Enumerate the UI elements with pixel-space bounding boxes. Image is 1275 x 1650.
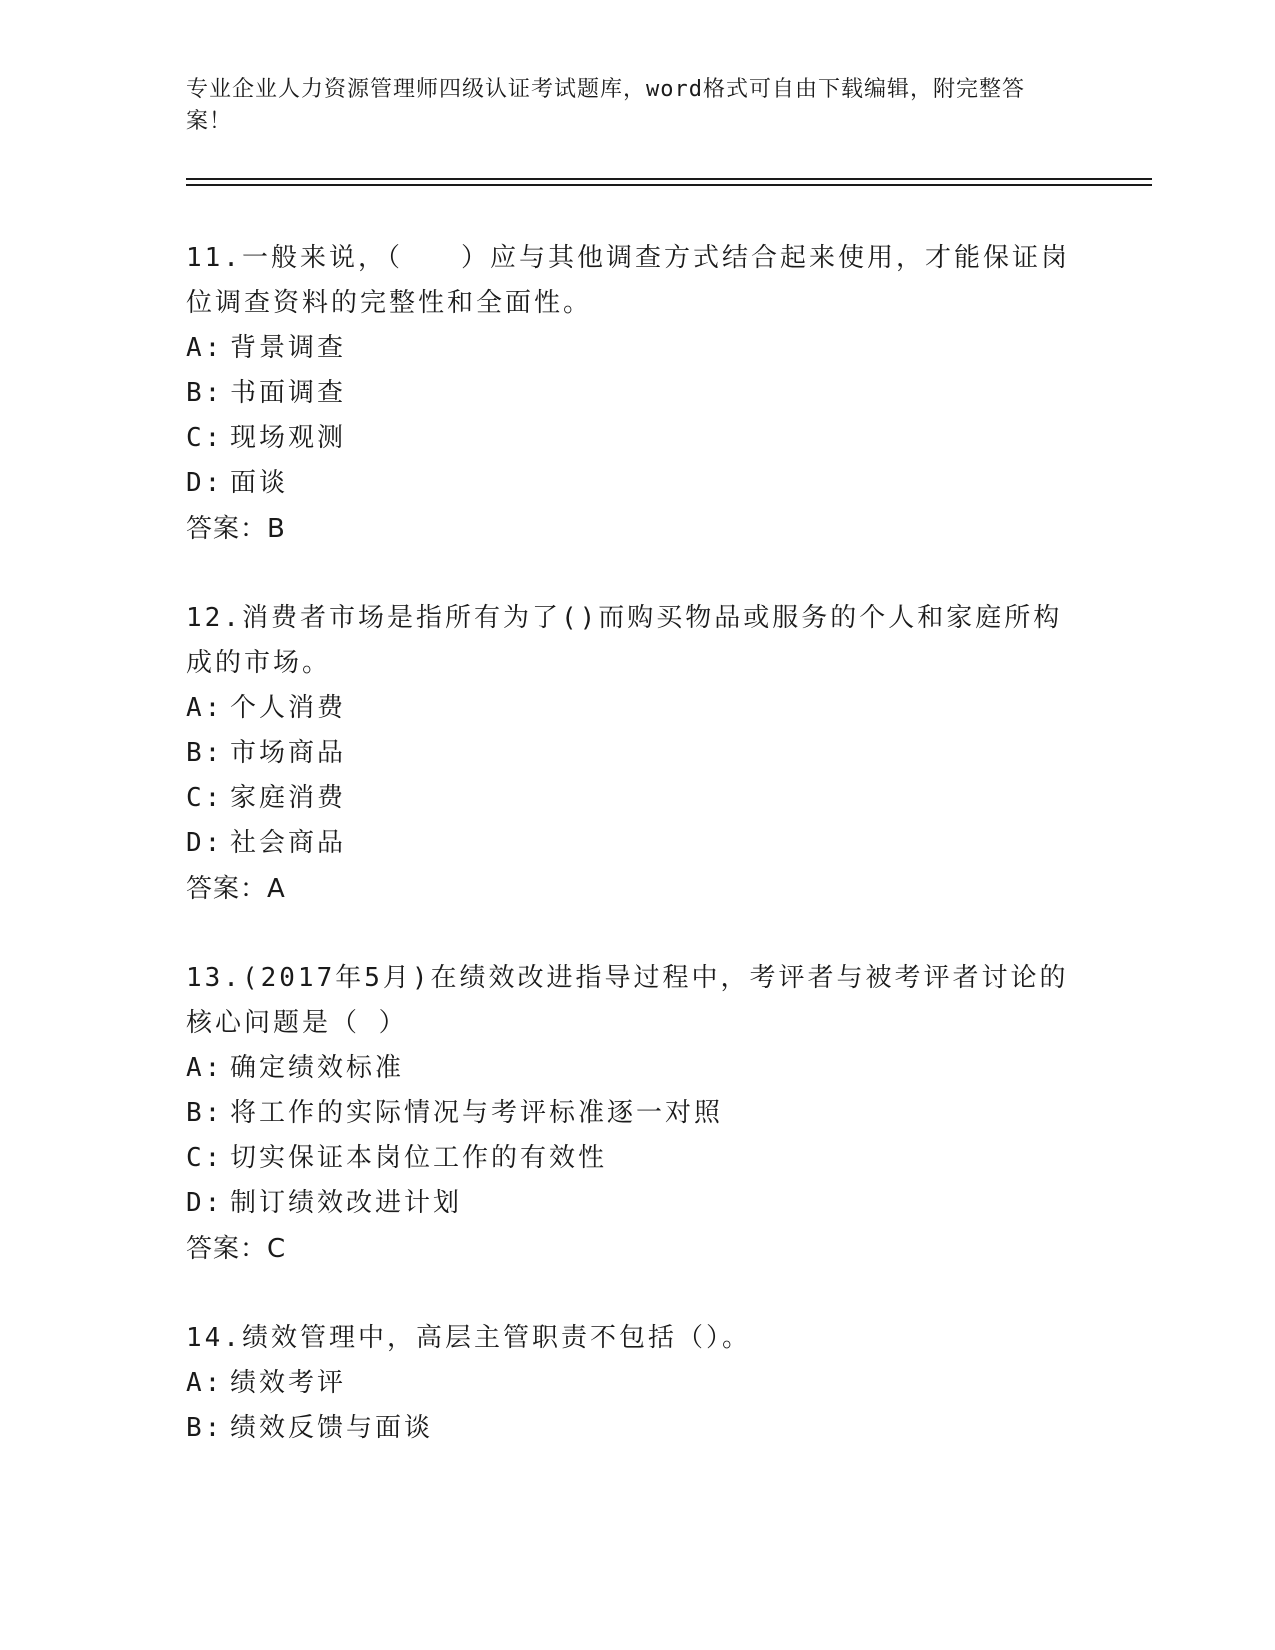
option-c	[186, 776, 1086, 821]
option-text: 书面调查	[230, 378, 347, 408]
option-letter: D:	[186, 468, 224, 498]
option-letter: D:	[186, 1188, 224, 1218]
header-intro-text: 专业企业人力资源管理师四级认证考试题库，word格式可自由下载编辑，附完整答案！	[186, 77, 1025, 134]
option-text: 个人消费	[230, 693, 347, 723]
option-d	[186, 1181, 1086, 1226]
question-stem: 11.一般来说，（ ）应与其他调查方式结合起来使用，才能保证岗位调查资料的完整性和全面性。	[186, 243, 1070, 318]
option-letter: B:	[186, 1413, 224, 1443]
option-letter: D:	[186, 828, 224, 858]
option-text: 制订绩效改进计划	[230, 1188, 463, 1218]
option-b	[186, 731, 1086, 776]
question-11	[186, 236, 1086, 552]
option-text: 将工作的实际情况与考评标准逐一对照	[230, 1098, 724, 1128]
option-b	[186, 371, 1086, 416]
question-list	[186, 236, 1086, 1495]
option-text: 社会商品	[230, 828, 347, 858]
question-stem: 14.绩效管理中，高层主管职责不包括（）。	[186, 1323, 751, 1353]
option-c	[186, 1136, 1086, 1181]
option-text: 现场观测	[230, 423, 347, 453]
option-b	[186, 1091, 1086, 1136]
option-a	[186, 1361, 1086, 1406]
option-a	[186, 326, 1086, 371]
option-text: 绩效考评	[230, 1368, 347, 1398]
option-letter: A:	[186, 333, 224, 363]
option-text: 绩效反馈与面谈	[230, 1413, 434, 1443]
question-stem: 13.(2017年5月)在绩效改进指导过程中，考评者与被考评者讨论的核心问题是（ ）	[186, 963, 1069, 1038]
answer-line: 答案：C	[186, 1234, 287, 1264]
option-letter: C:	[186, 783, 224, 813]
option-d	[186, 461, 1086, 506]
question-12	[186, 596, 1086, 912]
option-text: 切实保证本岗位工作的有效性	[230, 1143, 608, 1173]
header-divider-bottom	[186, 184, 1152, 186]
option-c	[186, 416, 1086, 461]
option-letter: A:	[186, 693, 224, 723]
answer-line: 答案：A	[186, 874, 286, 904]
option-d	[186, 821, 1086, 866]
option-text: 背景调查	[230, 333, 347, 363]
option-letter: C:	[186, 1143, 224, 1173]
option-letter: C:	[186, 423, 224, 453]
option-letter: B:	[186, 378, 224, 408]
answer-line: 答案：B	[186, 514, 286, 544]
option-letter: A:	[186, 1368, 224, 1398]
option-text: 家庭消费	[230, 783, 347, 813]
option-text: 面谈	[230, 468, 289, 498]
header-divider-top	[186, 178, 1152, 180]
question-stem: 12.消费者市场是指所有为了()而购买物品或服务的个人和家庭所构成的市场。	[186, 603, 1063, 678]
option-a	[186, 1046, 1086, 1091]
question-14	[186, 1316, 1086, 1451]
option-b	[186, 1406, 1086, 1451]
option-letter: B:	[186, 738, 224, 768]
option-a	[186, 686, 1086, 731]
document-header	[186, 74, 1066, 138]
option-text: 确定绩效标准	[230, 1053, 405, 1083]
option-text: 市场商品	[230, 738, 347, 768]
option-letter: A:	[186, 1053, 224, 1083]
option-letter: B:	[186, 1098, 224, 1128]
question-13	[186, 956, 1086, 1272]
